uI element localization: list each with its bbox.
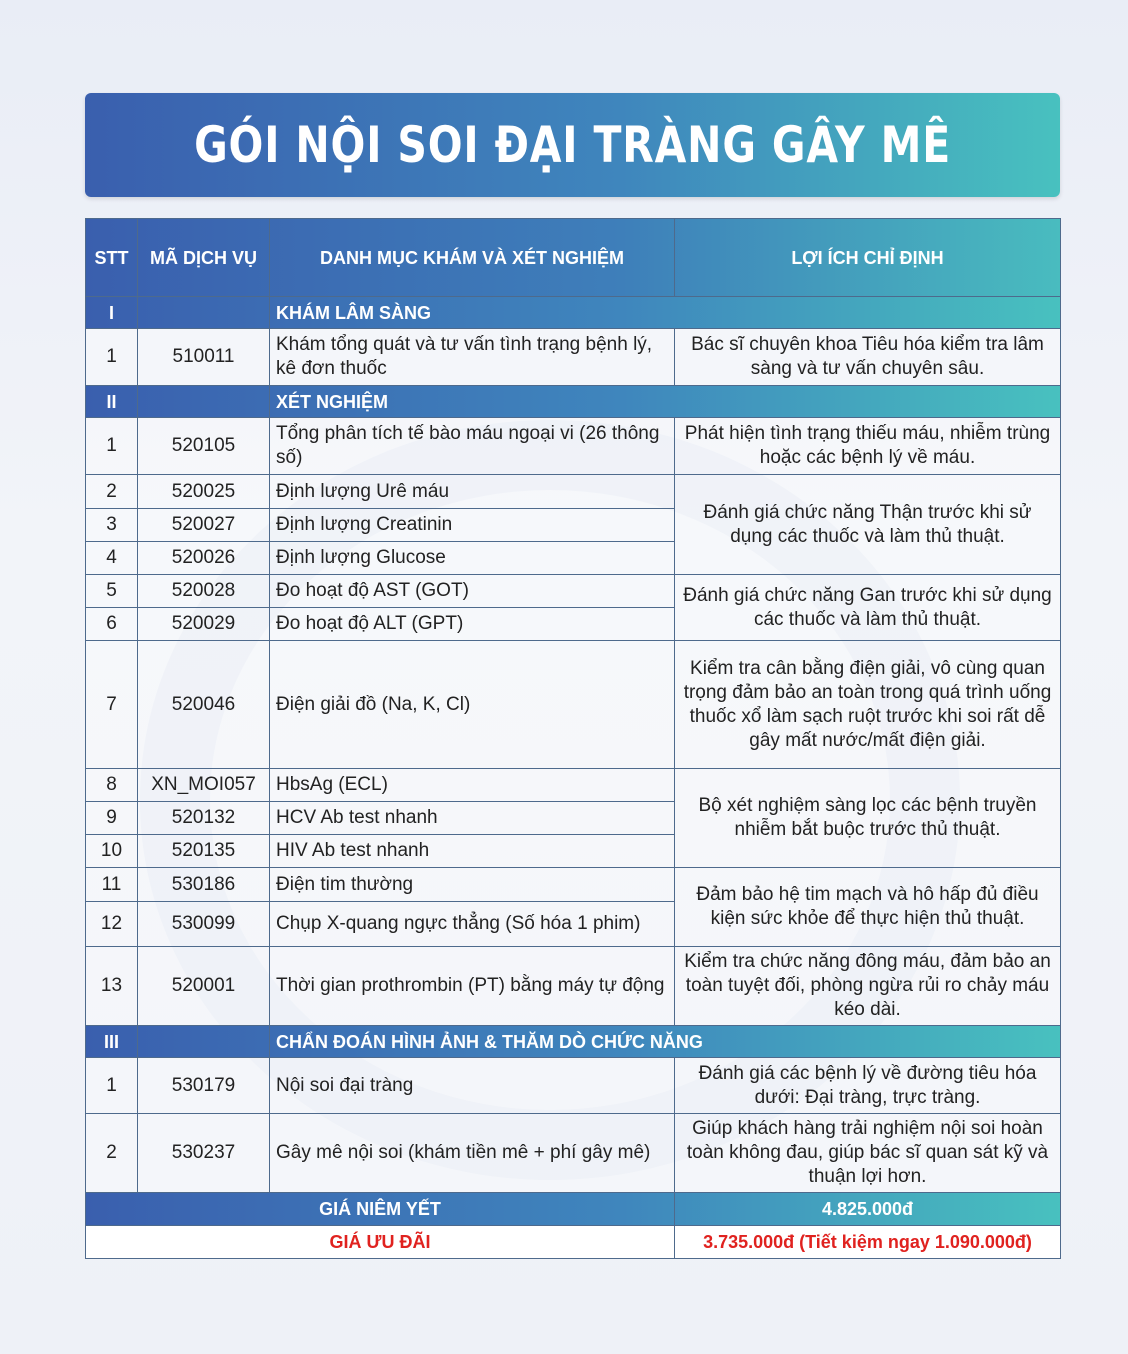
row-code: 520027: [138, 509, 270, 542]
row-code: XN_MOI057: [138, 769, 270, 802]
header-stt: STT: [86, 219, 138, 297]
list-price-value: 4.825.000đ: [675, 1193, 1061, 1226]
row-item: Đo hoạt độ AST (GOT): [270, 575, 675, 608]
row-item: Đo hoạt độ ALT (GPT): [270, 608, 675, 641]
row-stt: 2: [86, 1114, 138, 1193]
table-row: [86, 475, 1061, 509]
row-item: Tổng phân tích tế bào máu ngoại vi (26 thông số): [270, 418, 675, 475]
section-number: I: [86, 297, 138, 329]
row-stt: 4: [86, 542, 138, 575]
row-code: 520001: [138, 947, 270, 1026]
row-item: Chụp X-quang ngực thẳng (Số hóa 1 phim): [270, 902, 675, 947]
row-benefit: Đánh giá chức năng Gan trước khi sử dụng các thuốc và làm thủ thuật.: [675, 575, 1061, 641]
row-code: 520028: [138, 575, 270, 608]
row-benefit: Kiểm tra cân bằng điện giải, vô cùng quan trọng đảm bảo an toàn trong quá trình uống thuốc xổ làm sạch ruột trước khi soi rất dễ gây mất nước/mất điện giải.: [675, 641, 1061, 769]
row-item: Nội soi đại tràng: [270, 1058, 675, 1114]
row-code: 530179: [138, 1058, 270, 1114]
section-title: XÉT NGHIỆM: [270, 386, 1061, 418]
row-benefit: Đánh giá các bệnh lý về đường tiêu hóa dưới: Đại tràng, trực tràng.: [675, 1058, 1061, 1114]
row-code: 520025: [138, 475, 270, 509]
row-stt: 10: [86, 835, 138, 868]
service-table: [85, 218, 1061, 1259]
page-title: GÓI NỘI SOI ĐẠI TRÀNG GÂY MÊ: [194, 116, 951, 174]
table-row: [86, 868, 1061, 902]
header-benefit: LỢI ÍCH CHỈ ĐỊNH: [675, 219, 1061, 297]
section-number: III: [86, 1026, 138, 1058]
list-price-row: [86, 1193, 1061, 1226]
section-row-imaging: [86, 1026, 1061, 1058]
section-number: II: [86, 386, 138, 418]
row-item: Điện tim thường: [270, 868, 675, 902]
row-code: 530099: [138, 902, 270, 947]
row-stt: 3: [86, 509, 138, 542]
header-code: MÃ DỊCH VỤ: [138, 219, 270, 297]
row-benefit: Bộ xét nghiệm sàng lọc các bệnh truyền nhiễm bắt buộc trước thủ thuật.: [675, 769, 1061, 868]
row-stt: 13: [86, 947, 138, 1026]
section-title: CHẨN ĐOÁN HÌNH ẢNH & THĂM DÒ CHỨC NĂNG: [270, 1026, 1061, 1058]
row-stt: 8: [86, 769, 138, 802]
table-row: [86, 769, 1061, 802]
section-spacer: [138, 1026, 270, 1058]
table-row: [86, 418, 1061, 475]
row-stt: 5: [86, 575, 138, 608]
row-code: 520105: [138, 418, 270, 475]
table-row: [86, 947, 1061, 1026]
offer-price-row: [86, 1226, 1061, 1259]
table-row: [86, 1114, 1061, 1193]
row-stt: 9: [86, 802, 138, 835]
offer-price-value: 3.735.000đ (Tiết kiệm ngay 1.090.000đ): [675, 1226, 1061, 1259]
row-stt: 2: [86, 475, 138, 509]
title-banner: [85, 93, 1060, 197]
row-stt: 1: [86, 418, 138, 475]
row-code: 530237: [138, 1114, 270, 1193]
row-benefit: Kiểm tra chức năng đông máu, đảm bảo an toàn tuyệt đối, phòng ngừa rủi ro chảy máu kéo dài.: [675, 947, 1061, 1026]
row-item: Định lượng Glucose: [270, 542, 675, 575]
row-benefit: Phát hiện tình trạng thiếu máu, nhiễm trùng hoặc các bệnh lý về máu.: [675, 418, 1061, 475]
row-benefit: Đảm bảo hệ tim mạch và hô hấp đủ điều kiện sức khỏe để thực hiện thủ thuật.: [675, 868, 1061, 947]
table-header-row: [86, 219, 1061, 297]
row-code: 520029: [138, 608, 270, 641]
table-row: [86, 641, 1061, 769]
row-stt: 11: [86, 868, 138, 902]
section-row-clinical: [86, 297, 1061, 329]
section-title: KHÁM LÂM SÀNG: [270, 297, 1061, 329]
row-item: Điện giải đồ (Na, K, Cl): [270, 641, 675, 769]
row-item: Khám tổng quát và tư vấn tình trạng bệnh lý, kê đơn thuốc: [270, 329, 675, 386]
row-stt: 12: [86, 902, 138, 947]
row-item: Gây mê nội soi (khám tiền mê + phí gây mê): [270, 1114, 675, 1193]
row-benefit: Đánh giá chức năng Thận trước khi sử dụng các thuốc và làm thủ thuật.: [675, 475, 1061, 575]
row-stt: 1: [86, 1058, 138, 1114]
row-stt: 1: [86, 329, 138, 386]
table-row: [86, 329, 1061, 386]
table-row: [86, 575, 1061, 608]
row-item: Định lượng Creatinin: [270, 509, 675, 542]
row-benefit: Giúp khách hàng trải nghiệm nội soi hoàn toàn không đau, giúp bác sĩ quan sát kỹ và thuận lợi hơn.: [675, 1114, 1061, 1193]
row-benefit: Bác sĩ chuyên khoa Tiêu hóa kiểm tra lâm sàng và tư vấn chuyên sâu.: [675, 329, 1061, 386]
header-item: DANH MỤC KHÁM VÀ XÉT NGHIỆM: [270, 219, 675, 297]
row-code: 520132: [138, 802, 270, 835]
row-stt: 7: [86, 641, 138, 769]
row-item: HIV Ab test nhanh: [270, 835, 675, 868]
row-code: 520046: [138, 641, 270, 769]
section-spacer: [138, 297, 270, 329]
row-code: 520135: [138, 835, 270, 868]
offer-price-label: GIÁ ƯU ĐÃI: [86, 1226, 675, 1259]
section-spacer: [138, 386, 270, 418]
row-item: HCV Ab test nhanh: [270, 802, 675, 835]
row-item: Định lượng Urê máu: [270, 475, 675, 509]
row-stt: 6: [86, 608, 138, 641]
row-code: 510011: [138, 329, 270, 386]
section-row-lab-tests: [86, 386, 1061, 418]
row-item: Thời gian prothrombin (PT) bằng máy tự động: [270, 947, 675, 1026]
table-row: [86, 1058, 1061, 1114]
row-code: 520026: [138, 542, 270, 575]
list-price-label: GIÁ NIÊM YẾT: [86, 1193, 675, 1226]
row-code: 530186: [138, 868, 270, 902]
row-item: HbsAg (ECL): [270, 769, 675, 802]
